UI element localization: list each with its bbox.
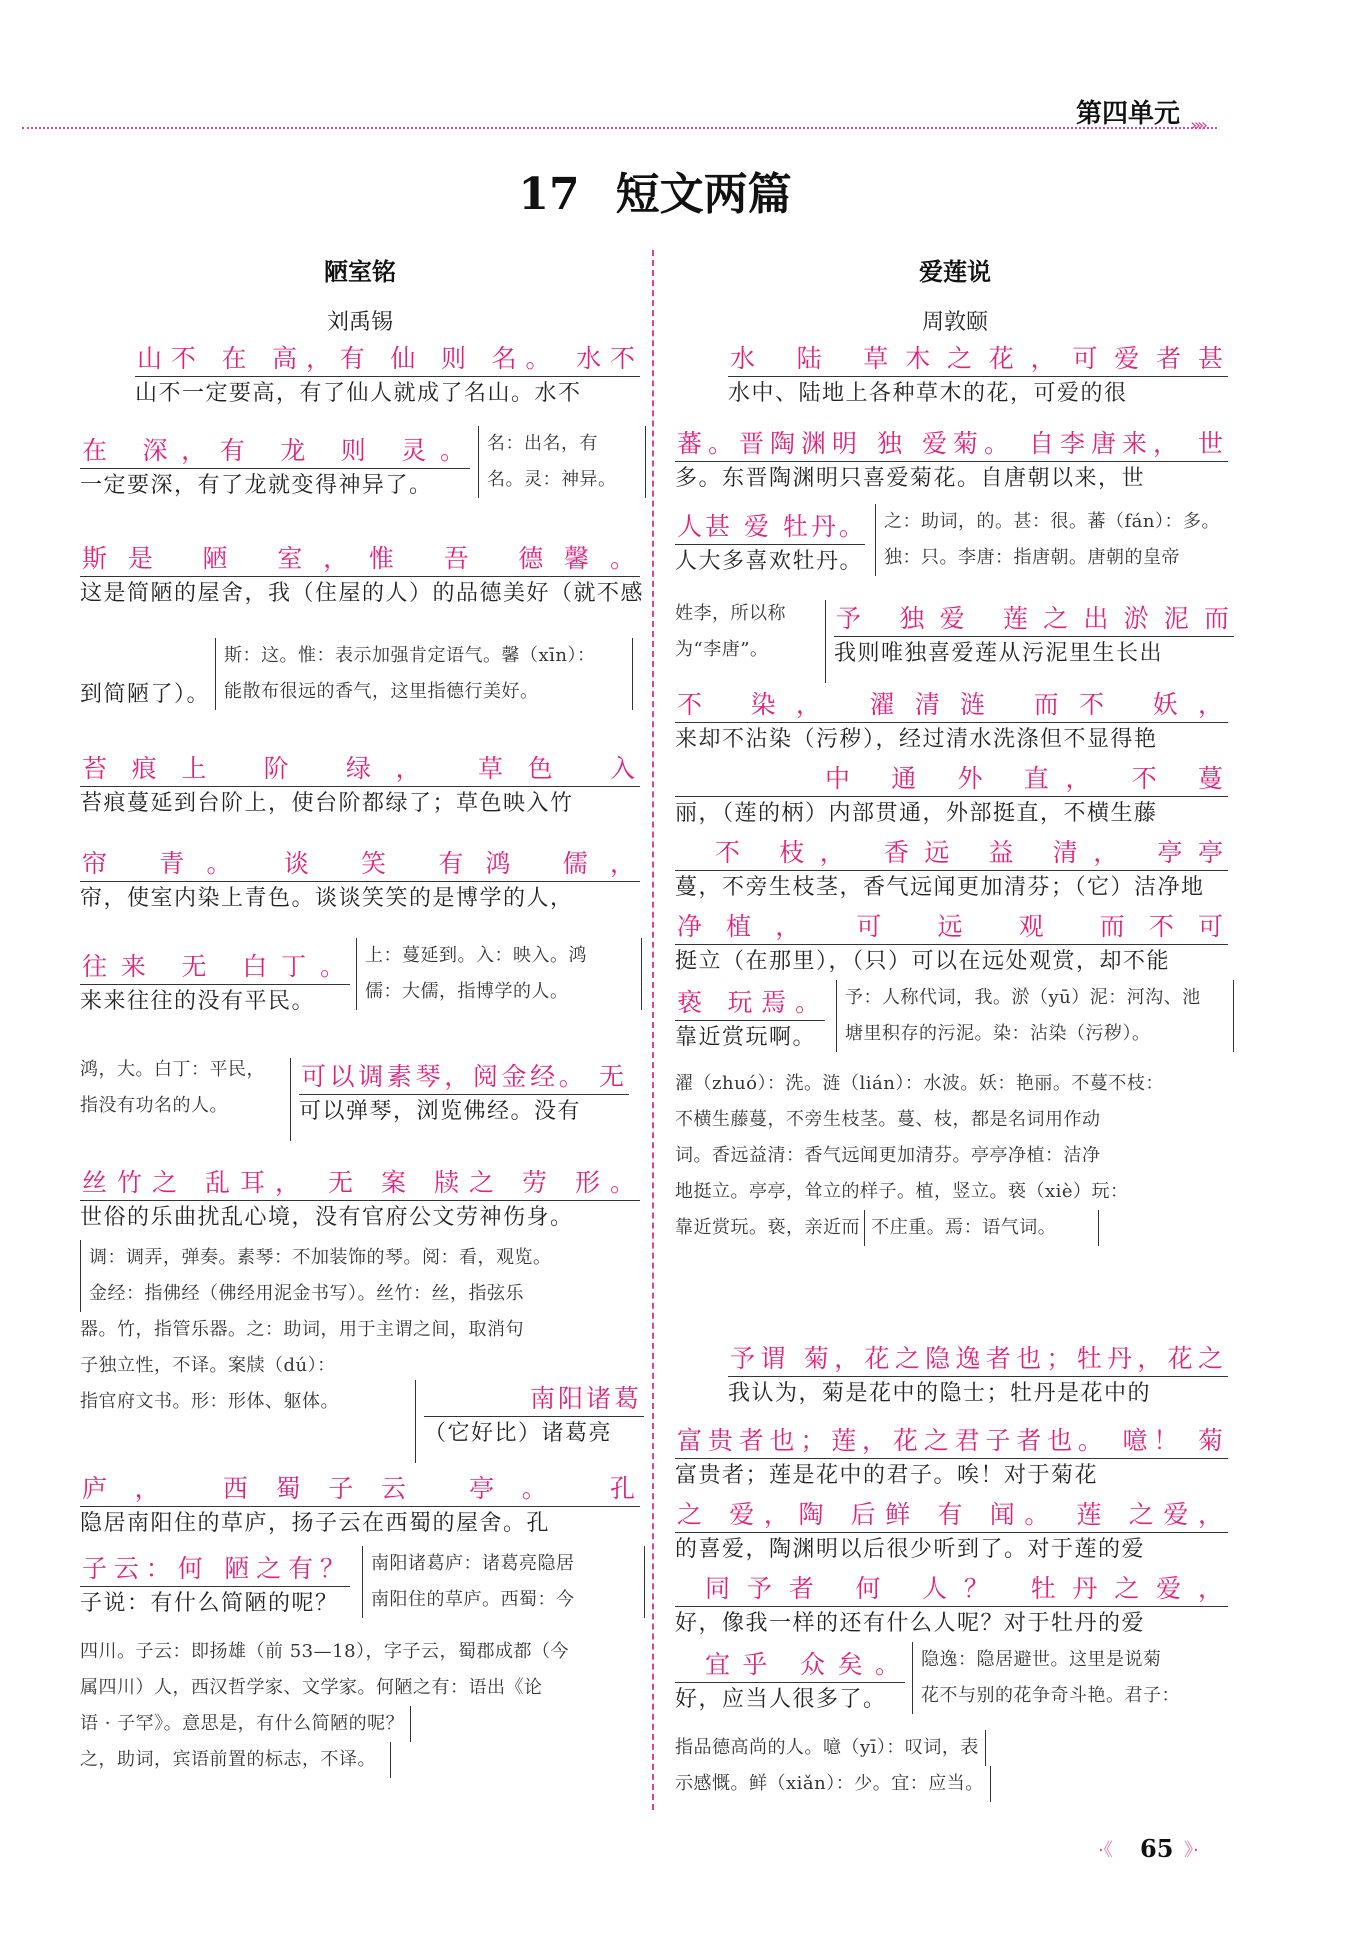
right-line-11: [675, 1422, 1228, 1505]
note-line: 名：出名，有: [487, 433, 598, 454]
note-line: 不庄重。焉：语气词。: [871, 1210, 1099, 1246]
original-text: 可以调素琴，阅金经。 无: [299, 1058, 629, 1095]
original-text: 中 通 外 直， 不 蔓: [675, 760, 1228, 797]
note-line: 儒：大儒，指博学的人。: [365, 981, 569, 1002]
original-text: 富贵者也；莲，花之君子者也。 噫！ 菊: [675, 1422, 1228, 1459]
note-line: 斯：这。惟：表示加强肯定语气。馨（xīn）：: [224, 645, 596, 666]
note-line: 南阳诸葛庐：诸葛亮隐居: [371, 1553, 575, 1574]
right-line-9: [675, 984, 825, 1067]
original-text: 斯是 陋 室，惟 吾 德馨。: [80, 540, 640, 577]
translation-text: 我则唯独喜爱莲从污泥里生长出: [834, 641, 1164, 666]
translation-text: 的喜爱，陶渊明以后很少听到了。对于莲的爱: [675, 1537, 1146, 1562]
note-bracket: [356, 938, 642, 1010]
note-text: [675, 1066, 1235, 1246]
right-line-10: [728, 1340, 1228, 1423]
translation-text: 隐居南阳住的草庐，扬子云在西蜀的屋舍。孔: [80, 1511, 551, 1536]
note-line: 器。竹，指管乐器。之：助词，用于主谓之间，取消句: [80, 1319, 524, 1340]
note-line: 鸿，大。白丁：平民，: [80, 1059, 265, 1080]
original-text: 同予者 何 人？ 牡丹之爱，: [675, 1570, 1228, 1607]
left-line-4: [80, 750, 640, 833]
note-line: 示感慨。鲜（xiǎn）：少。宜：应当。: [675, 1766, 991, 1802]
note-line: 不横生藤蔓，不旁生枝茎。蔓、枝，都是名词用作动: [675, 1109, 1101, 1130]
lesson-name: 短文两篇: [615, 169, 792, 220]
original-text: 帘 青。 谈 笑 有鸿 儒，: [80, 845, 640, 882]
unit-label: 第四单元: [1076, 99, 1181, 129]
note-line: 词。香远益清：香气远闻更加清芬。亭亭净植：洁净: [675, 1145, 1101, 1166]
note-bracket: [362, 1546, 645, 1618]
original-text: 山不 在 高，有 仙 则 名。 水不: [135, 340, 640, 377]
original-text: 在 深，有 龙 则 灵。: [80, 432, 470, 469]
original-text: 宜乎 众矣。: [675, 1646, 905, 1683]
left-line-3: [80, 540, 645, 623]
note-line: 塘里积存的污泥。染：沾染（污秽）。: [845, 1023, 1151, 1044]
original-text: 庐， 西蜀子云 亭。 孔: [80, 1470, 640, 1507]
right-line-6: [675, 760, 1228, 843]
page-number-decoration: 》·: [1184, 1840, 1199, 1861]
note-text: [675, 1730, 1075, 1802]
translation-text: 这是简陋的屋舍，我（住屋的人）的品德美好（就不感: [80, 581, 645, 606]
note-line: 靠近赏玩。亵，亲近而: [675, 1210, 865, 1246]
left-column: [80, 252, 640, 352]
right-line-12: [675, 1496, 1228, 1579]
translation-text: （它好比）诸葛亮: [424, 1421, 613, 1446]
translation-text: 我认为，菊是花中的隐士；牡丹是花中的: [728, 1381, 1152, 1406]
translation-text: 苔痕蔓延到台阶上，使台阶都绿了；草色映入竹: [80, 791, 574, 816]
original-text: 人甚 爱 牡丹。: [675, 508, 865, 545]
original-text: 不 枝， 香远 益 清， 亭亭: [675, 834, 1228, 871]
left-line-8: [80, 1164, 640, 1247]
left-line-2: [80, 432, 470, 515]
note-bracket: [836, 980, 1234, 1052]
page-number: 65: [1140, 1834, 1174, 1863]
translation-text: 好，像我一样的还有什么人呢？对于牡丹的爱: [675, 1611, 1146, 1636]
original-text: 往来 无 白丁。: [80, 948, 350, 985]
poem-author: 周敦颐: [921, 310, 988, 335]
original-text: 予谓 菊，花之隐逸者也；牡丹，花之: [728, 1340, 1228, 1377]
poem-title: 爱莲说: [919, 258, 991, 286]
note-line: 指没有功名的人。: [80, 1095, 228, 1116]
translation-text: 子说：有什么简陋的呢？: [80, 1591, 339, 1616]
note-line: 独：只。李唐：指唐朝。唐朝的皇帝: [884, 547, 1180, 568]
translation-text: 到简陋了）。: [80, 682, 211, 707]
poem-title: 陋室铭: [324, 258, 396, 286]
note-line: 为“李唐”。: [675, 639, 769, 660]
original-text: 苔痕上 阶 绿， 草色 入: [80, 750, 640, 787]
note-line: 语 · 子罕》。意思是，有什么简陋的呢？: [80, 1706, 411, 1742]
translation-text: 水中、陆地上各种草木的花，可爱的很: [728, 381, 1128, 406]
translation-text: 靠近赏玩啊。: [675, 1025, 817, 1050]
lesson-number: 17: [518, 169, 580, 220]
translation-text: 挺立（在那里），（只）可以在远处观赏，却不能: [675, 949, 1171, 974]
note-line: 指官府文书。形：形体、躯体。: [80, 1391, 339, 1412]
right-line-14: [675, 1646, 905, 1729]
note-text: [80, 1052, 290, 1124]
column-divider: [652, 250, 654, 1810]
translation-text: 一定要深，有了龙就变得神异了。: [80, 473, 433, 498]
original-text: 南阳诸葛: [424, 1380, 644, 1417]
right-line-2: [675, 425, 1228, 508]
right-line-4: [825, 600, 1234, 683]
note-text: [80, 1634, 645, 1778]
header-arrows: »»: [1190, 115, 1205, 136]
translation-text: 丽，（莲的柄）内部贯通，外部挺直，不横生藤: [675, 801, 1158, 826]
translation-text: 来却不沾染（污秽），经过清水洗涤但不显得艳: [675, 727, 1158, 752]
left-line-6: [80, 948, 350, 1031]
note-line: 上：蔓延到。入：映入。鸿: [365, 945, 587, 966]
note-line: 金经：指佛经（佛经用泥金书写）。丝竹：丝，指弦乐: [80, 1276, 645, 1312]
note-line: 濯（zhuó）：洗。涟（lián）：水波。妖：艳丽。不蔓不枝：: [675, 1073, 1164, 1094]
note-line: 调：调弄，弹奏。素琴：不加装饰的琴。阅：看，观览。: [80, 1240, 645, 1276]
note-line: 之：助词，的。甚：很。蕃（fán）：多。: [884, 511, 1220, 532]
note-line: 南阳住的草庐。西蜀：今: [371, 1589, 575, 1610]
original-text: 丝竹之 乱耳， 无 案 牍之 劳 形。: [80, 1164, 640, 1201]
original-text: 水 陆 草木之花，可爱者甚: [728, 340, 1228, 377]
note-bracket: [215, 638, 633, 710]
header-divider: [22, 127, 1217, 129]
left-line-1: [135, 340, 640, 423]
translation-text: 好，应当人很多了。: [675, 1687, 887, 1712]
note-line: 地挺立。亭亭，耸立的样子。植，竖立。亵（xiè）玩：: [675, 1181, 1129, 1202]
translation-text: 蔓，不旁生枝茎，香气远闻更加清芬；（它）洁净地: [675, 875, 1205, 900]
note-line: 予：人称代词，我。淤（yū）泥：河沟、池: [845, 987, 1201, 1008]
note-line: 花不与别的花争奇斗艳。君子：: [921, 1685, 1180, 1706]
note-bracket: [478, 426, 646, 498]
note-line: 子独立性，不译。案牍（dú）：: [80, 1355, 336, 1376]
left-line-9: [415, 1380, 644, 1463]
note-line: 姓李，所以称: [675, 603, 786, 624]
original-text: 不 染， 濯清涟 而不 妖，: [675, 686, 1228, 723]
original-text: 蕃。晋陶渊明 独 爱菊。 自李唐来， 世: [675, 425, 1228, 462]
note-line: 四川。子云：即扬雄（前 53—18），字子云，蜀郡成都（今: [80, 1641, 570, 1662]
translation-text: 世俗的乐曲扰乱心境，没有官府公文劳神伤身。: [80, 1205, 574, 1230]
right-line-13: [675, 1570, 1228, 1653]
translation-text: 富贵者；莲是花中的君子。唉！对于菊花: [675, 1463, 1099, 1488]
page-number-decoration: ·《: [1098, 1840, 1113, 1861]
translation-text: 来来往往的没有平民。: [80, 989, 316, 1014]
translation-text: 帘，使室内染上青色。谈谈笑笑的是博学的人，: [80, 886, 574, 911]
original-text: 亵 玩焉。: [675, 984, 825, 1021]
note-line: 指品德高尚的人。噫（yī）：叹词，表: [675, 1730, 986, 1766]
right-line-7: [675, 834, 1228, 917]
translation-text: 人大多喜欢牡丹。: [675, 549, 864, 574]
original-text: 净植， 可 远 观 而不可: [675, 908, 1228, 945]
left-line-11: [80, 1550, 350, 1633]
left-line-5: [80, 845, 640, 928]
right-line-8: [675, 908, 1228, 991]
translation-text: 可以弹琴，浏览佛经。没有: [299, 1099, 582, 1124]
lesson-title: [0, 158, 1310, 222]
right-column: [675, 252, 1235, 352]
original-text: 予 独爱 莲之出淤泥而: [834, 600, 1234, 637]
note-text: [875, 504, 1244, 576]
note-line: 能散布很远的香气，这里指德行美好。: [224, 681, 539, 702]
note-line: 名。灵：神异。: [487, 469, 617, 490]
note-line: 隐逸：隐居避世。这里是说菊: [921, 1649, 1162, 1670]
note-line: 属四川）人，西汉哲学家、文学家。何陋之有：语出《论: [80, 1677, 543, 1698]
left-line-7: [290, 1058, 629, 1141]
right-line-1: [728, 340, 1228, 423]
poem-author: 刘禹锡: [326, 310, 393, 335]
note-text: [912, 1642, 1243, 1714]
right-line-5: [675, 686, 1228, 769]
original-text: 之 爱，陶 后鲜 有 闻。 莲 之爱，: [675, 1496, 1228, 1533]
note-text: [675, 596, 825, 668]
note-line: 之，助词，宾语前置的标志，不译。: [80, 1742, 391, 1778]
right-line-3: [675, 508, 865, 591]
translation-text: 多。东晋陶渊明只喜爱菊花。自唐朝以来，世: [675, 466, 1146, 491]
translation-text: 山不一定要高，有了仙人就成了名山。水不: [135, 381, 582, 406]
left-line-10: [80, 1470, 640, 1553]
original-text: 子云：何 陋之有？: [80, 1550, 350, 1587]
